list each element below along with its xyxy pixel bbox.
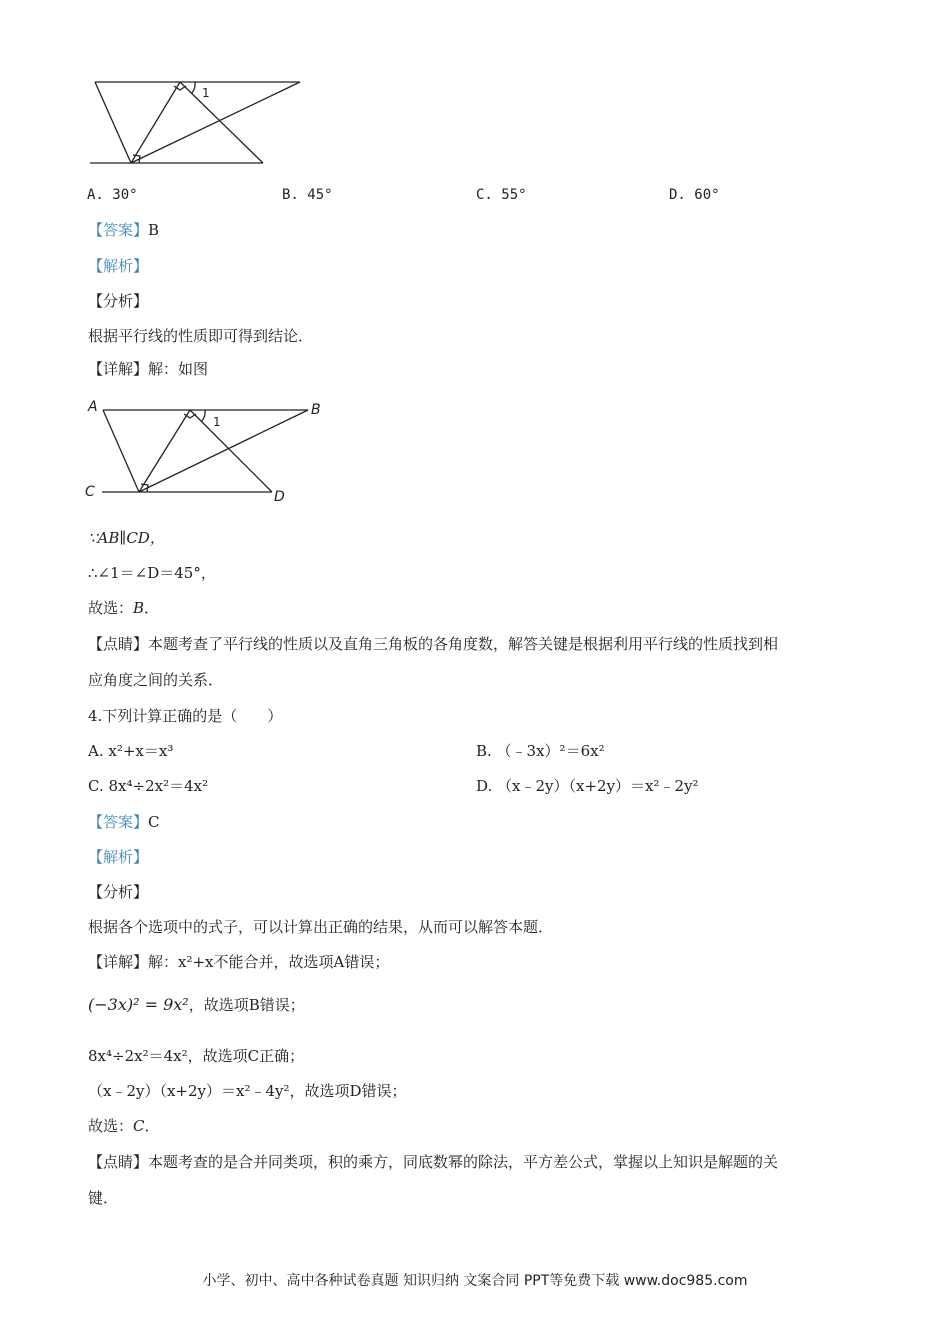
q4-stem: 4.下列计算正确的是（ ） [88,707,283,725]
q3-option-b [282,185,333,205]
figure2-label-a: A [88,399,98,415]
q3-option-a-value: 30° [112,187,138,203]
q3-answer-value: B [148,221,160,239]
q3-fenxi-text: 根据平行线的性质即可得到结论． [88,327,314,345]
figure2-label-b: B [311,402,321,418]
q4-answer-tag: 【答案】 [88,813,149,831]
q3-answer [88,220,159,240]
q3-analysis-tag: 【解析】 [88,257,149,275]
q3-option-a-letter: A. [87,187,104,203]
q3-detail-text: 解：如图 [148,360,209,378]
page-footer: 小学、初中、高中各种试卷真题 知识归纳 文案合同 PPT等免费下载 www.doc985.com [202,1273,748,1289]
q3-choose [88,598,159,618]
q4-detail-a-text: 解：x²+x不能合并，故选项A错误； [148,953,390,971]
q3-answer-tag: 【答案】 [88,221,149,239]
q3-detail [88,359,208,379]
q4-comment-text1: 本题考查的是合并同类项，积的乘方，同底数幂的除法，平方差公式，掌握以上知识是解题的关 [148,1153,779,1171]
q3-fenxi-tag: 【分析】 [88,292,149,310]
q3-therefore: ∴∠1＝∠D＝45°， [88,564,216,582]
q4-fenxi-text: 根据各个选项中的式子，可以计算出正确的结果，从而可以解答本题． [88,918,554,936]
q3-choose-suffix: ． [144,599,160,617]
figure2-label-c: C [85,484,95,500]
q3-option-a [87,185,138,205]
q3-option-d [669,185,720,205]
figure2-label-d: D [274,489,285,505]
q4-answer-value: C [148,813,160,831]
q3-option-b-value: 45° [307,187,333,203]
q4-comment-line1 [88,1152,778,1172]
q3-comment-tag: 【点睛】 [88,635,149,653]
q4-detail-b-formula: (−3x)² = 9x² [88,995,189,1014]
q4-choose-value: C [133,1117,145,1135]
q4-option-d: D. （x﹣2y）（x+2y）＝x²﹣2y² [476,777,699,795]
q4-detail-b-text: ，故选项B错误； [188,996,305,1014]
q4-detail-a [88,952,389,972]
q3-choose-prefix: 故选： [88,599,134,617]
figure-1-parallel-lines [85,74,310,170]
q4-fenxi-tag: 【分析】 [88,883,149,901]
figure-2-labeled-parallel-lines [82,395,327,507]
figure2-angle-label: 1 [213,415,221,429]
q4-detail-c: 8x⁴÷2x²＝4x²，故选项C正确； [88,1047,305,1065]
q3-option-c-value: 55° [501,187,527,203]
q4-option-a: A. x²+x＝x³ [88,742,174,760]
figure1-angle-label: 1 [202,86,210,100]
q3-detail-tag: 【详解】 [88,360,149,378]
q4-comment-line2: 键． [88,1189,119,1207]
q4-option-b: B. （﹣3x）²＝6x² [476,742,605,760]
q4-analysis-tag: 【解析】 [88,848,149,866]
q3-choose-value: B [133,599,145,617]
q3-comment-line1 [88,634,778,654]
q3-option-c-letter: C. [476,187,493,203]
q3-option-d-value: 60° [694,187,720,203]
q4-choose [88,1116,160,1136]
q4-detail-d: （x﹣2y）（x+2y）＝x²﹣4y²，故选项D错误； [88,1082,407,1100]
q3-comment-line2: 应角度之间的关系． [88,671,224,689]
q3-option-d-letter: D. [669,187,686,203]
q3-comment-text1: 本题考查了平行线的性质以及直角三角板的各角度数，解答关键是根据利用平行线的性质找到相 [148,635,779,653]
q4-detail-b [88,995,305,1015]
q4-choose-suffix: ． [144,1117,160,1135]
q3-because: ∵AB∥CD， [88,529,165,547]
q4-comment-tag: 【点睛】 [88,1153,149,1171]
q4-detail-tag: 【详解】 [88,953,149,971]
q4-answer [88,812,160,832]
q4-option-c: C. 8x⁴÷2x²＝4x² [88,777,209,795]
q3-option-c [476,185,527,205]
q3-option-b-letter: B. [282,187,299,203]
q4-choose-prefix: 故选： [88,1117,134,1135]
